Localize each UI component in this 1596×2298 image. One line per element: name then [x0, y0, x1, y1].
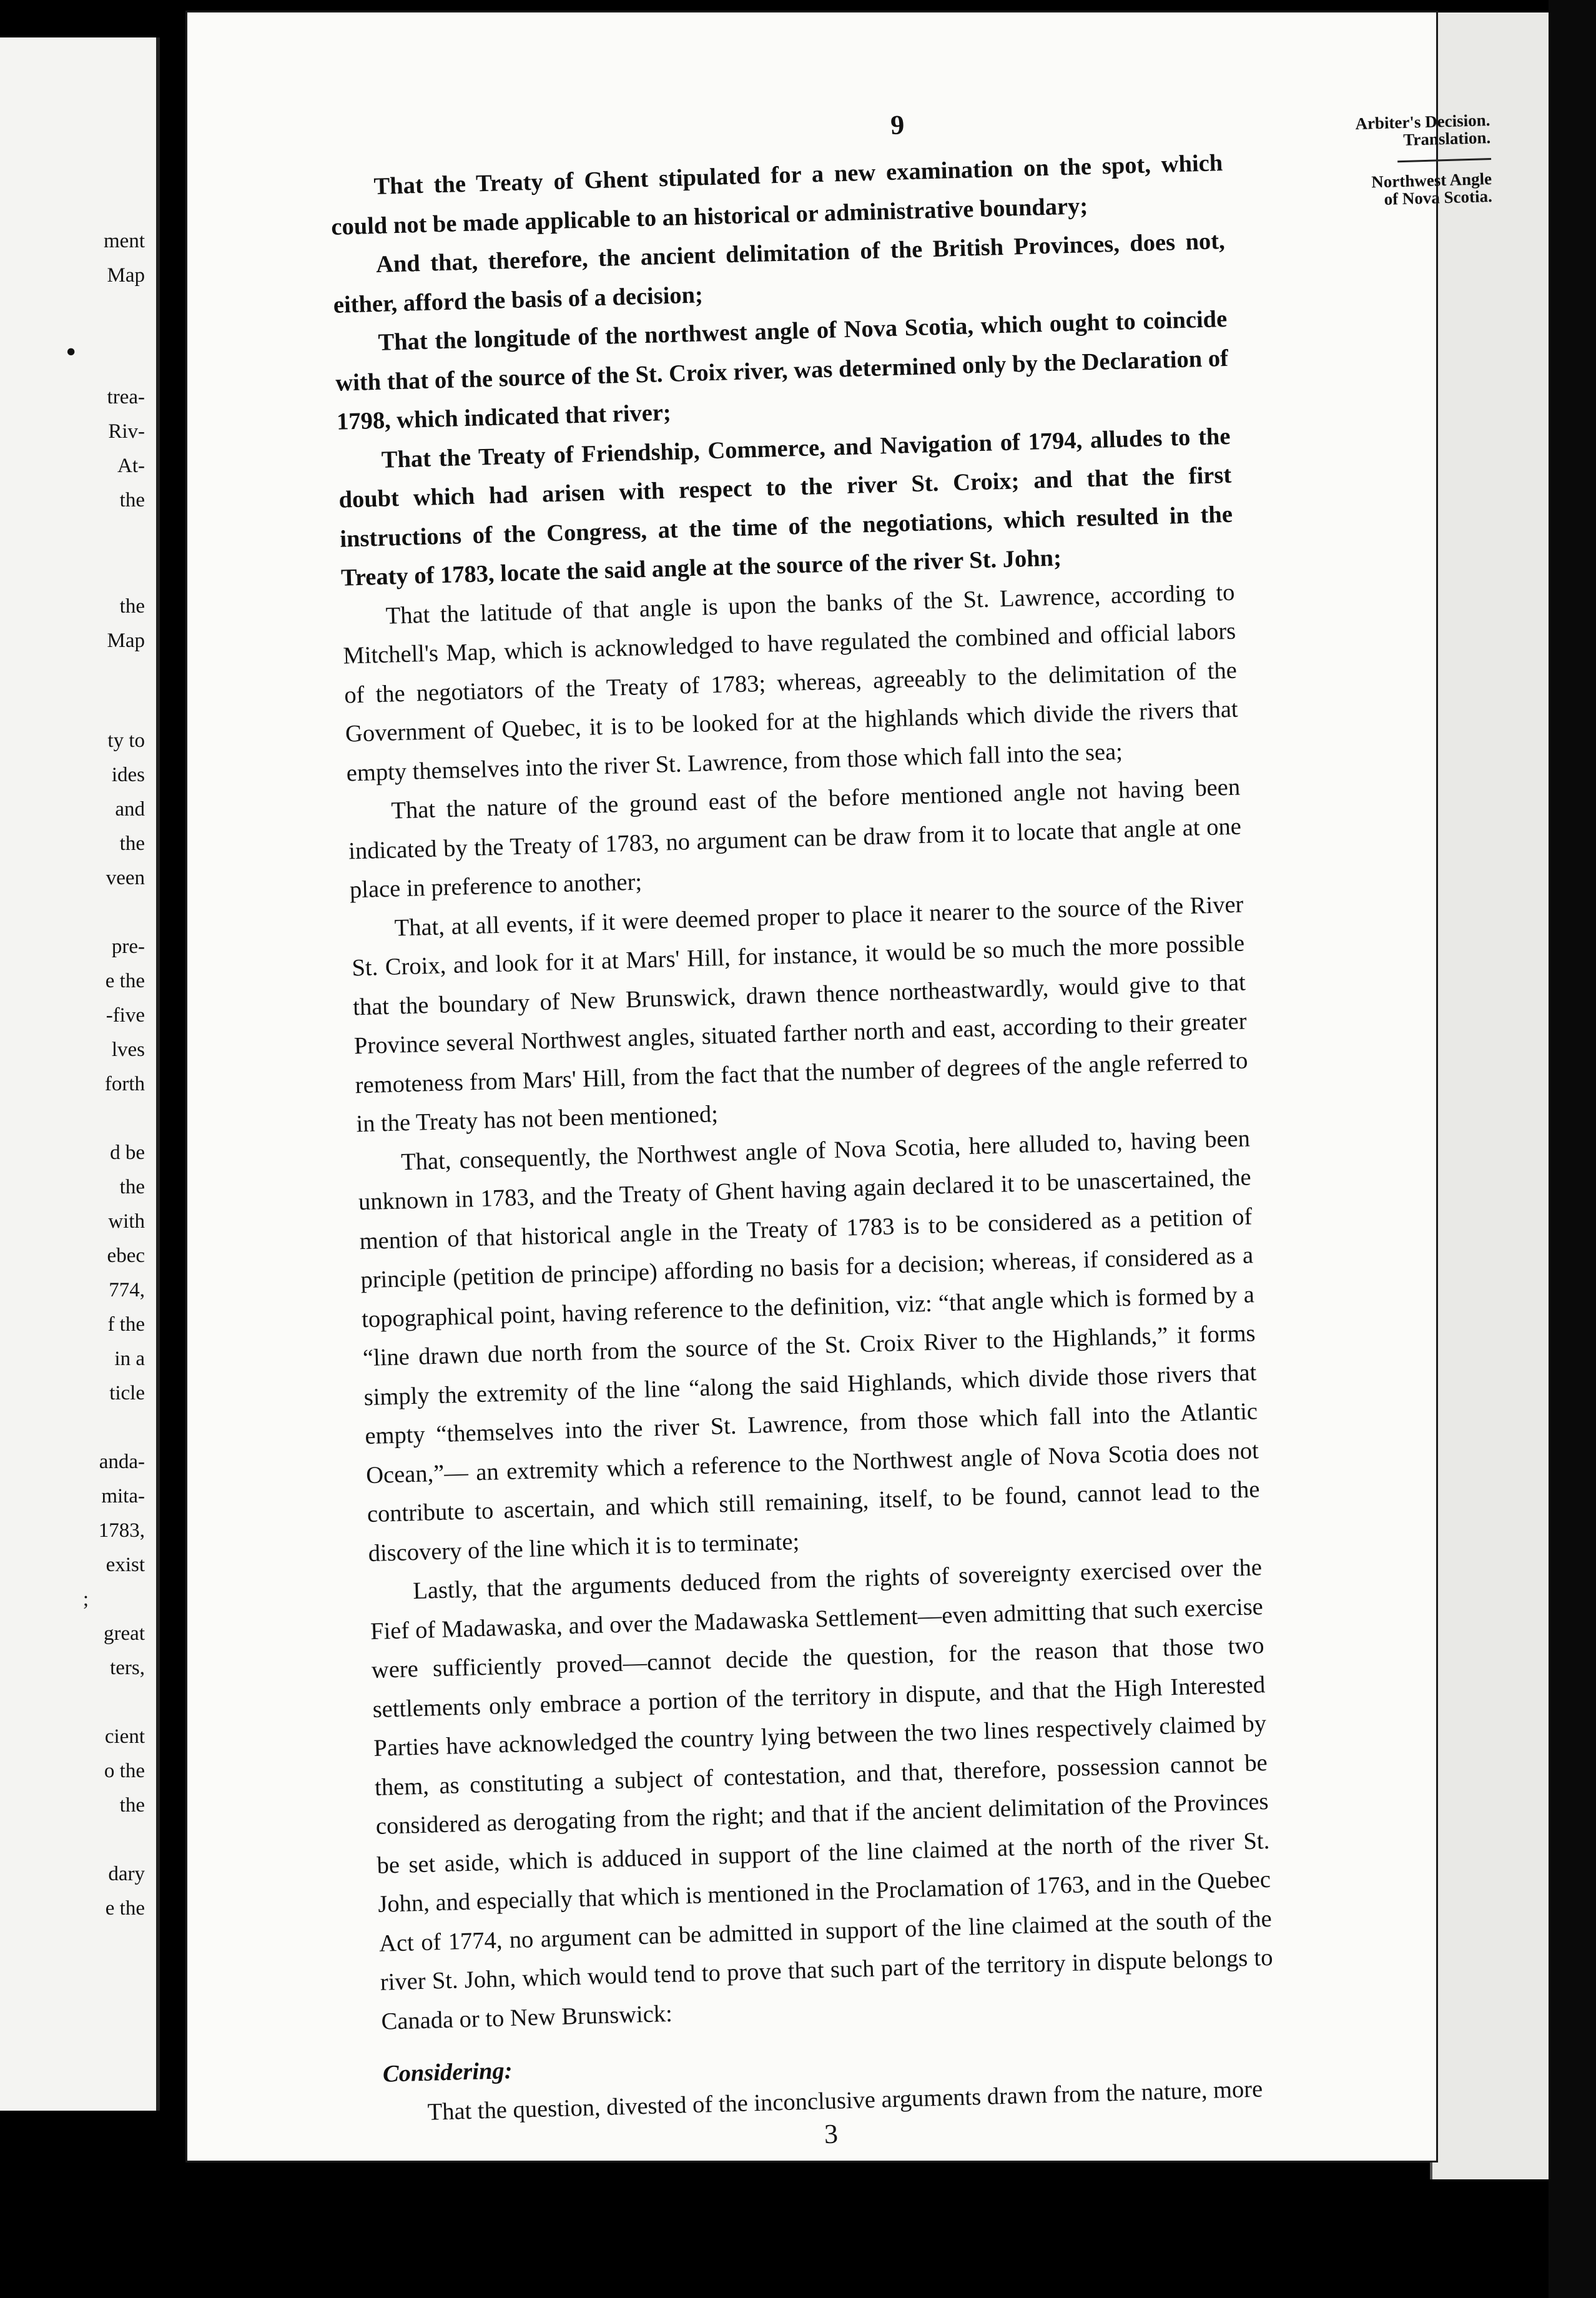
- fragment: d be: [110, 1142, 145, 1164]
- fragment: f the: [107, 1313, 145, 1336]
- scan-border: [1549, 0, 1596, 2298]
- fragment: the: [119, 1176, 145, 1198]
- page-number: 9: [890, 109, 905, 141]
- fragment: and: [115, 798, 145, 821]
- fragment: ment: [104, 230, 145, 252]
- fragment: ebec: [107, 1245, 145, 1267]
- fragment: o the: [104, 1760, 145, 1782]
- fragment: Map: [107, 264, 145, 287]
- fragment: ters,: [110, 1657, 145, 1679]
- left-facing-page: [0, 37, 160, 2111]
- fragment: Riv-: [108, 420, 145, 443]
- paragraph: That the longitude of the northwest angle of Nova Scotia, which ought to coincide with that of the source of the St. Croix river, was determined only by the Declaration of 1798, which indicated that river;: [335, 305, 1229, 435]
- fragment: ticle: [109, 1382, 145, 1404]
- final-line: That the question, divested of the inconclusive arguments drawn from the nature, more: [427, 2075, 1263, 2126]
- fragment: ty to: [107, 729, 145, 752]
- considering-label: Considering:: [382, 2057, 513, 2088]
- left-page-text-fragments: [51, 37, 145, 2111]
- fragment: mita-: [101, 1485, 145, 1507]
- fragment: -five: [106, 1004, 145, 1027]
- fragment: forth: [104, 1073, 145, 1095]
- page-content: [328, 77, 1493, 2150]
- fragment: the: [119, 1794, 145, 1817]
- paragraph: That the Treaty of Ghent stipulated for a new examination on the spot, which could not be made applicable to an historical or administrative boundary;: [330, 150, 1223, 240]
- fragment: the: [119, 832, 145, 855]
- fragment: with: [108, 1210, 145, 1233]
- fragment: exist: [106, 1554, 145, 1576]
- signature-mark: 3: [824, 2118, 839, 2150]
- fragment: e the: [105, 970, 145, 992]
- fragment: cient: [104, 1725, 145, 1748]
- margin-rule: [1397, 158, 1491, 162]
- fragment: veen: [106, 867, 145, 889]
- underlying-page-edge: [1430, 12, 1551, 2179]
- paragraph: That the latitude of that angle is upon the banks of the St. Lawrence, according to Mitchell's Map, which is acknowledged to have regulated the combined and official labors of the negotiators of the Treaty of 1783; whereas, agreeably to the delimitation of the Government of Quebec, it is to be looked for at the highlands which divide the rivers that empty themselves into the river St. Lawrence, from those which fall into the sea;: [343, 579, 1239, 787]
- margin-note-arbiter-decision: Arbiter's Decision. Translation.: [1355, 111, 1491, 150]
- fragment: pre-: [111, 935, 145, 958]
- fragment: 774,: [109, 1279, 145, 1301]
- fragment: ides: [111, 764, 145, 786]
- fragment: trea-: [107, 386, 145, 408]
- fragment: the: [119, 489, 145, 511]
- fragment: anda-: [99, 1451, 145, 1473]
- fragment: At-: [117, 455, 145, 477]
- paragraph: That, at all events, if it were deemed proper to place it nearer to the source of the River St. Croix, and look for it at Mars' Hill, for instance, it would be so much the more possible that the boundary of New Brunswick, drawn thence northeastwardly, would give to that Province several Northwest angles, situated farther north and east, according to their greater remoteness from Mars' Hill, from the fact that the number of degrees of the angle referred to in the Treaty has not been mentioned;: [351, 891, 1248, 1138]
- fragment: dary: [108, 1863, 145, 1885]
- paragraph: And that, therefore, the ancient delimitation of the British Provinces, does not, either, afford the basis of a decision;: [333, 227, 1226, 318]
- fragment: the: [119, 595, 145, 618]
- margin-notes: [1352, 111, 1493, 220]
- paragraph: That the nature of the ground east of the before mentioned angle not having been indicated by the Treaty of 1783, no argument can be draw from it to locate that angle at one place in preference to another;: [348, 774, 1242, 904]
- fragment: e the: [105, 1897, 145, 1920]
- fragment: great: [104, 1622, 145, 1645]
- fragment: ;: [82, 1588, 89, 1610]
- fragment: lves: [111, 1038, 145, 1061]
- fragment: •: [66, 335, 76, 368]
- fragment: Map: [107, 629, 145, 652]
- fragment: in a: [114, 1348, 145, 1370]
- paragraph: That, consequently, the Northwest angle of Nova Scotia, here alluded to, having been unknown in 1783, and the Treaty of Ghent having again declared it to be unascertained, the mention of that historical angle in the Treaty of 1783 is to be considered as a petition of principle (petition de principe) affording no basis for a decision; whereas, if considered as a topographical point, having reference to the definition, viz: “that angle which is formed by a “line drawn due north from the source of the St. Croix River to the Highlands,” it forms simply the extremity of the line “along the said Highlands, which divide those rivers that empty “themselves into the river St. Lawrence, from those which fall into the Atlantic Ocean,”— an extremity which a reference to the Northwest angle of Nova Scotia does not contribute to ascertain, and which still remaining, itself, to be found, cannot lead to the discovery of the line which it is to terminate;: [358, 1125, 1261, 1567]
- fragment: 1783,: [98, 1519, 145, 1542]
- paragraph: Lastly, that the arguments deduced from the rights of sovereignty exercised over the Fief of Madawaska, and over the Madawaska Settlement—even admitting that such exercise were sufficiently proved—cannot decide the question, for the reason that those two settlements only embrace a portion of the territory in dispute, and that the High Interested Parties have acknowledged the country lying between the two lines respectively claimed by them, as constituting a subject of contestation, and that, therefore, possession cannot be considered as derogating from the right; and that if the ancient delimitation of the Provinces be set aside, which is adduced in support of the line claimed at the north of the river St. John, and especially that which is mentioned in the Proclamation of 1763, and in the Quebec Act of 1774, no argument can be admitted in support of the line claimed at the south of the river St. John, which would tend to prove that such part of the territory in dispute belongs to Canada or to New Brunswick:: [370, 1554, 1273, 2035]
- body-text: [330, 144, 1278, 2161]
- margin-note-northwest-angle: Northwest Angle of Nova Scotia.: [1371, 169, 1493, 209]
- paragraph: That the Treaty of Friendship, Commerce, and Navigation of 1794, alludes to the doubt which had arisen with respect to the river St. Croix; and that the first instructions of the Congress, at the time of the negotiations, which resulted in the Treaty of 1783, locate the said angle at the source of the river St. John;: [338, 423, 1233, 591]
- main-page: [187, 12, 1493, 2161]
